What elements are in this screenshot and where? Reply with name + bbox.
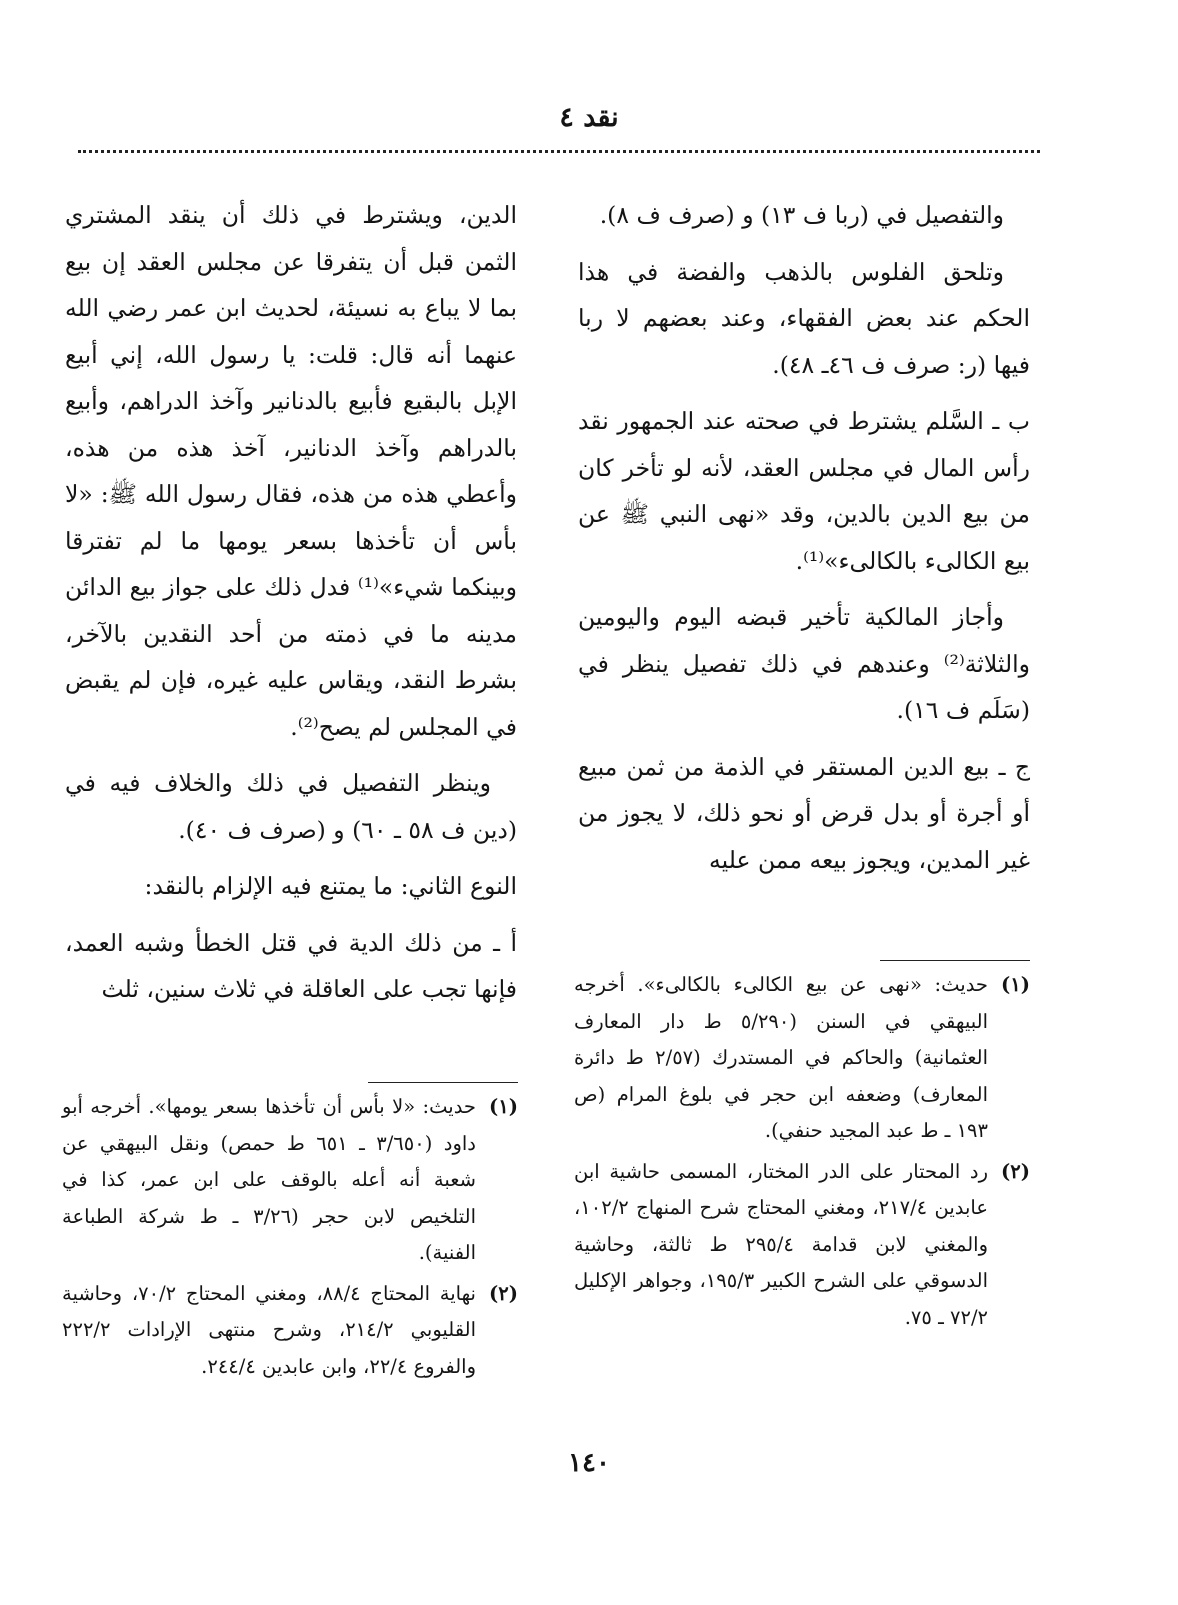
footnote-item xyxy=(574,967,1030,1150)
left-paragraph-3: النوع الثاني: ما يمتنع فيه الإلزام بالنقد: xyxy=(144,872,517,900)
header-dotted-rule xyxy=(78,150,1040,153)
right-column xyxy=(578,192,1030,893)
footnote-number: (١) xyxy=(489,1095,518,1118)
footnote-text: نهاية المحتاج ٨٨/٤، ومغني المحتاج ٧٠/٢، وحاشية القليوبي ٢١٤/٢، وشرح منتهى الإرادات ٢٢٢/٢ والفروع ٢٢/٤، وابن عابدين ٢٤٤/٤. xyxy=(62,1281,476,1378)
page-header: نقد ٤ xyxy=(559,102,619,133)
footnote-number: (٢) xyxy=(489,1281,518,1305)
footnote-text: رد المحتار على الدر المختار، المسمى حاشية ابن عابدين ٢١٧/٤، ومغني المحتاج شرح المنهاج ١٠٢/٢، والمغني لابن قدامة ٢٩٥/٤ ط ثالثة، وحاشية الدسوقي على الشرح الكبير ١٩٥/٣، وجواهر الإكليل ٧٢/٢ ـ ٧٥. xyxy=(574,1159,989,1329)
footnote-rule xyxy=(880,960,1030,961)
footnote-number: (٢) xyxy=(1001,1159,1030,1183)
right-paragraph-1: والتفصيل في (ربا ف ١٣) و (صرف ف ٨). xyxy=(599,201,1004,229)
left-column xyxy=(65,192,517,1023)
footnote-text: حديث: «لا بأس أن تأخذها بسعر يومها». أخرجه أبو داود (٣/٦٥٠ ـ ٦٥١ ط حمص) ونقل البيهقي عن شعبة أنه أعله بالوقف على ابن عمر، كذا في التلخيص لابن حجر (٣/٢٦ ـ ط شركة الطباعة الفنية). xyxy=(62,1095,477,1264)
right-paragraph-4: وأجاز المالكية تأخير قبضه اليوم واليومين والثلاثة⁽²⁾ وعندهم في ذلك تفصيل ينظر في (سَلَم ف ١٦). xyxy=(578,603,1030,724)
left-paragraph-2: وينظر التفصيل في ذلك والخلاف فيه في (دين ف ٥٨ ـ ٦٠) و (صرف ف ٤٠). xyxy=(65,769,517,844)
right-paragraph-2: وتلحق الفلوس بالذهب والفضة في هذا الحكم عند بعض الفقهاء، وعند بعضهم لا ربا فيها (ر: صرف ف ٤٦ـ ٤٨). xyxy=(578,257,1030,379)
page-number: ١٤٠ xyxy=(568,1448,610,1478)
left-paragraph-1: الدين، ويشترط في ذلك أن ينقد المشتري الثمن قبل أن يتفرقا عن مجلس العقد إن بيع بما لا يباع به نسيئة، لحديث ابن عمر رضي الله عنهما أنه قال: قلت: يا رسول الله، إني أبيع الإبل بالبقيع فأبيع بالدنانير وآخذ الدراهم، وأبيع بالدراهم وآخذ الدنانير، آخذ هذه من هذه، وأعطي هذه من هذه، فقال رسول الله ﷺ: «لا بأس أن تأخذها بسعر يومها ما لم تفترقا وبينكما شيء»⁽¹⁾ فدل ذلك على جواز بيع الدائن مدينه ما في ذمته من أحد النقدين بالآخر، بشرط النقد، ويقاس عليه غيره، فإن لم يقبض في المجلس لم يصح⁽²⁾. xyxy=(65,201,517,741)
footnote-text: حديث: «نهى عن بيع الكالىء بالكالىء». أخرجه البيهقي في السنن (٥/٢٩٠ ط دار المعارف العثمانية) والحاكم في المستدرك (٢/٥٧ ط دائرة المعارف) وضعفه ابن حجر في بلوغ المرام (ص ١٩٣ ـ ط عبد المجيد حنفي). xyxy=(574,973,989,1142)
right-paragraph-5: ج ـ بيع الدين المستقر في الذمة من ثمن مبيع أو أجرة أو بدل قرض أو نحو ذلك، لا يجوز من غير المدين، ويجوز بيعه ممن عليه xyxy=(578,752,1030,874)
right-paragraph-3: ب ـ السَّلم يشترط في صحته عند الجمهور نقد رأس المال في مجلس العقد، لأنه لو تأخر كان من بيع الدين بالدين، وقد «نهى النبي ﷺ عن بيع الكالىء بالكالىء»⁽¹⁾. xyxy=(578,407,1030,575)
footnotes-left xyxy=(62,1082,518,1389)
footnote-item xyxy=(62,1089,518,1272)
left-paragraph-4: أ ـ من ذلك الدية في قتل الخطأ وشبه العمد، فإنها تجب على العاقلة في ثلاث سنين، ثلث xyxy=(65,928,517,1003)
footnotes-right xyxy=(574,960,1030,1340)
footnote-rule xyxy=(368,1082,518,1083)
footnote-item xyxy=(574,1154,1030,1337)
footnote-item xyxy=(62,1276,518,1386)
footnote-number: (١) xyxy=(1001,973,1030,996)
